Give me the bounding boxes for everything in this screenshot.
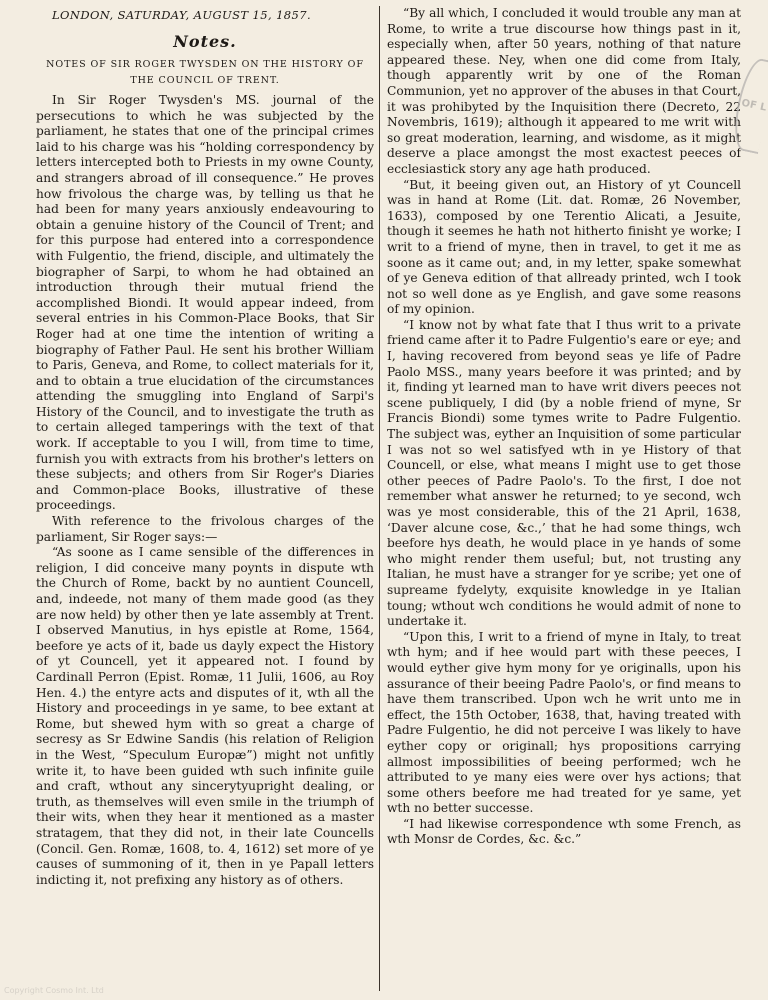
left-column (36, 0, 374, 1000)
section-heading: Notes. (173, 32, 237, 51)
library-stamp: OF L (729, 56, 768, 154)
right-paragraph-4: “Upon this, I writ to a friend of myne in Italy, to treat wth hym; and if hee would part with these peeces, I would eyther give hym mony for ye originalls, upon his assurance of their beeing Padre Paolo's, or find means to have them transcribed. Upon wch he writ unto me in effect, the 15th October, 1638, that, having treated with Padre Fulgentio, he did not perceive I was likely to have eyther copy or originall; hys propositions carrying allmost impossibilities of beeing performed; wch he attributed to ye many eies were over hys actions; that some others beefore me had treated for ye same, yet wth no better successe. (387, 629, 741, 816)
right-column (387, 0, 741, 1000)
left-paragraph-3: “As soone as I came sensible of the differences in religion, I did conceive many poynts in dispute wth the Church of Rome, backt by no auntient Councell, and, indeede, not many of them made good (as they are now held) by other then ye late assembly at Trent. I observed Manutius, in hys epistle at Rome, 1564, beefore ye acts of it, bade us dayly expect the History of yt Councell, yet it appeared not. I found by Cardinall Perron (Epist. Romæ, 11 Julii, 1606, au Roy Hen. 4.) the entyre acts and disputes of it, wth all the History and proceedings in ye same, to bee extant at Rome, but shewed hym with so great a charge of secresy as Sr Edwine Sandis (his relation of Religion in the West, “Speculum Europæ”) might not unfitly write it, to have been guided wth such infinite guile and craft, wthout any sincerytyupright dealing, or truth, as themselves will even smile in the triumph of their wits, when they hear it mentioned as a master stratagem, that they did not, in their late Councells (Concil. Gen. Romæ, 1608, to. 4, 1612) set more of ye causes of summoning of it, then in ye Papall letters indicting it, not prefixing any history as of others. (36, 545, 374, 887)
column-rule (379, 6, 380, 991)
right-paragraph-2: “But, it beeing given out, an History of yt Councell was in hand at Rome (Lit. dat. Romæ, 26 November, 1633), composed by one Terentio Alicati, a Jesuite, though it seemes he hath not hitherto finisht ye worke; I writ to a friend of myne, then in travel, to get it me as soone as it came out; and, in my letter, spake somewhat of ye Geneva edition of that allready printed, wch I took not so well done as ye English, and gave some reasons of my opinion. (387, 177, 741, 317)
right-paragraph-3: “I know not by what fate that I thus writ to a private friend came after it to Padre Fulgentio's eare or eye; and I, having recovered from beyond seas ye life of Padre Paolo MSS., many years beefore it was printed; and by it, finding yt learned man to have writ divers peeces not scene publiquely, I did (by a noble friend of myne, Sr Francis Biondi) some tymes write to Padre Fulgentio. The subject was, eyther an Inquisition of some particular I was not so wel satisfyed wth in ye History of that Councell, or else, what means I might use to get those other peeces of Padre Paolo's. To the first, I doe not remember what answer he returned; to ye second, wch was ye most considerable, this of the 21 April, 1638, ‘Daver alcune cose, &c.,’ that he had some things, wch beefore hys death, he would place in ye hands of some who might render them useful; but, not trusting any Italian, he must have a stranger for ye scribe; yet one of supreame fydelyty, exquisite knowledge in ye Italian toung; wthout wch conditions he would admit of none to undertake it. (387, 317, 741, 629)
left-paragraph-2: With reference to the frivolous charges of the parliament, Sir Roger says:— (36, 514, 374, 544)
right-paragraph-5: “I had likewise correspondence wth some French, as wth Monsr de Cordes, &c. &c.” (387, 816, 741, 847)
article-title: NOTES OF SIR ROGER TWYSDEN ON THE HISTORY OF THE COUNCIL OF TRENT. (46, 59, 364, 86)
right-paragraph-1: “By all which, I concluded it would trouble any man at Rome, to write a true discourse how things past in it, especially when, after 50 years, nothing of that nature appeared these. Ney, when one did come from Italy, though apparently writ by one of the Roman Communion, yet no approver of the abuses in that Court, it was prohibyted by the Inquisition there (Decreto, 22 Novembris, 1619); although it appeared to me writ with so great moderation, learning, and wisdome, as it might deserve a place amongst the most exactest peeces of ecclesiastick story any age hath produced. (387, 6, 741, 176)
dateline: LONDON, SATURDAY, AUGUST 15, 1857. (52, 8, 312, 22)
copyright-watermark: Copyright Cosmo Int. Ltd (4, 986, 104, 995)
left-paragraph-1: In Sir Roger Twysden's MS. journal of the persecutions to which he was subjected by the parliament, he states that one of the principal crimes laid to his charge was his “holding correspondency by letters intercepted both to Priests in my owne County, and strangers abroad of ill consequence.” He proves how frivolous the charge was, by telling us that he had been for many years anxiously endeavouring to obtain a genuine history of the Council of Trent; and for this purpose had entered into a correspondence with Fulgentio, the friend, disciple, and ultimately the biographer of Sarpi, to whom he had obtained an introduction through their mutual friend the accomplished Biondi. It would appear indeed, from several entries in his Common-Place Books, that Sir Roger had at one time the intention of writing a biography of Father Paul. He sent his brother William to Paris, Geneva, and Rome, to collect materials for it, and to obtain a true elucidation of the circumstances attending the smuggling into England of Sarpi's History of the Council, and to investigate the truth as to certain alleged tamperings with the text of that work. If acceptable to you I will, from time to time, furnish you with extracts from his brother's letters on these subjects; and others from Sir Roger's Diaries and Common-place Books, illustrative of these proceedings. (36, 93, 374, 513)
